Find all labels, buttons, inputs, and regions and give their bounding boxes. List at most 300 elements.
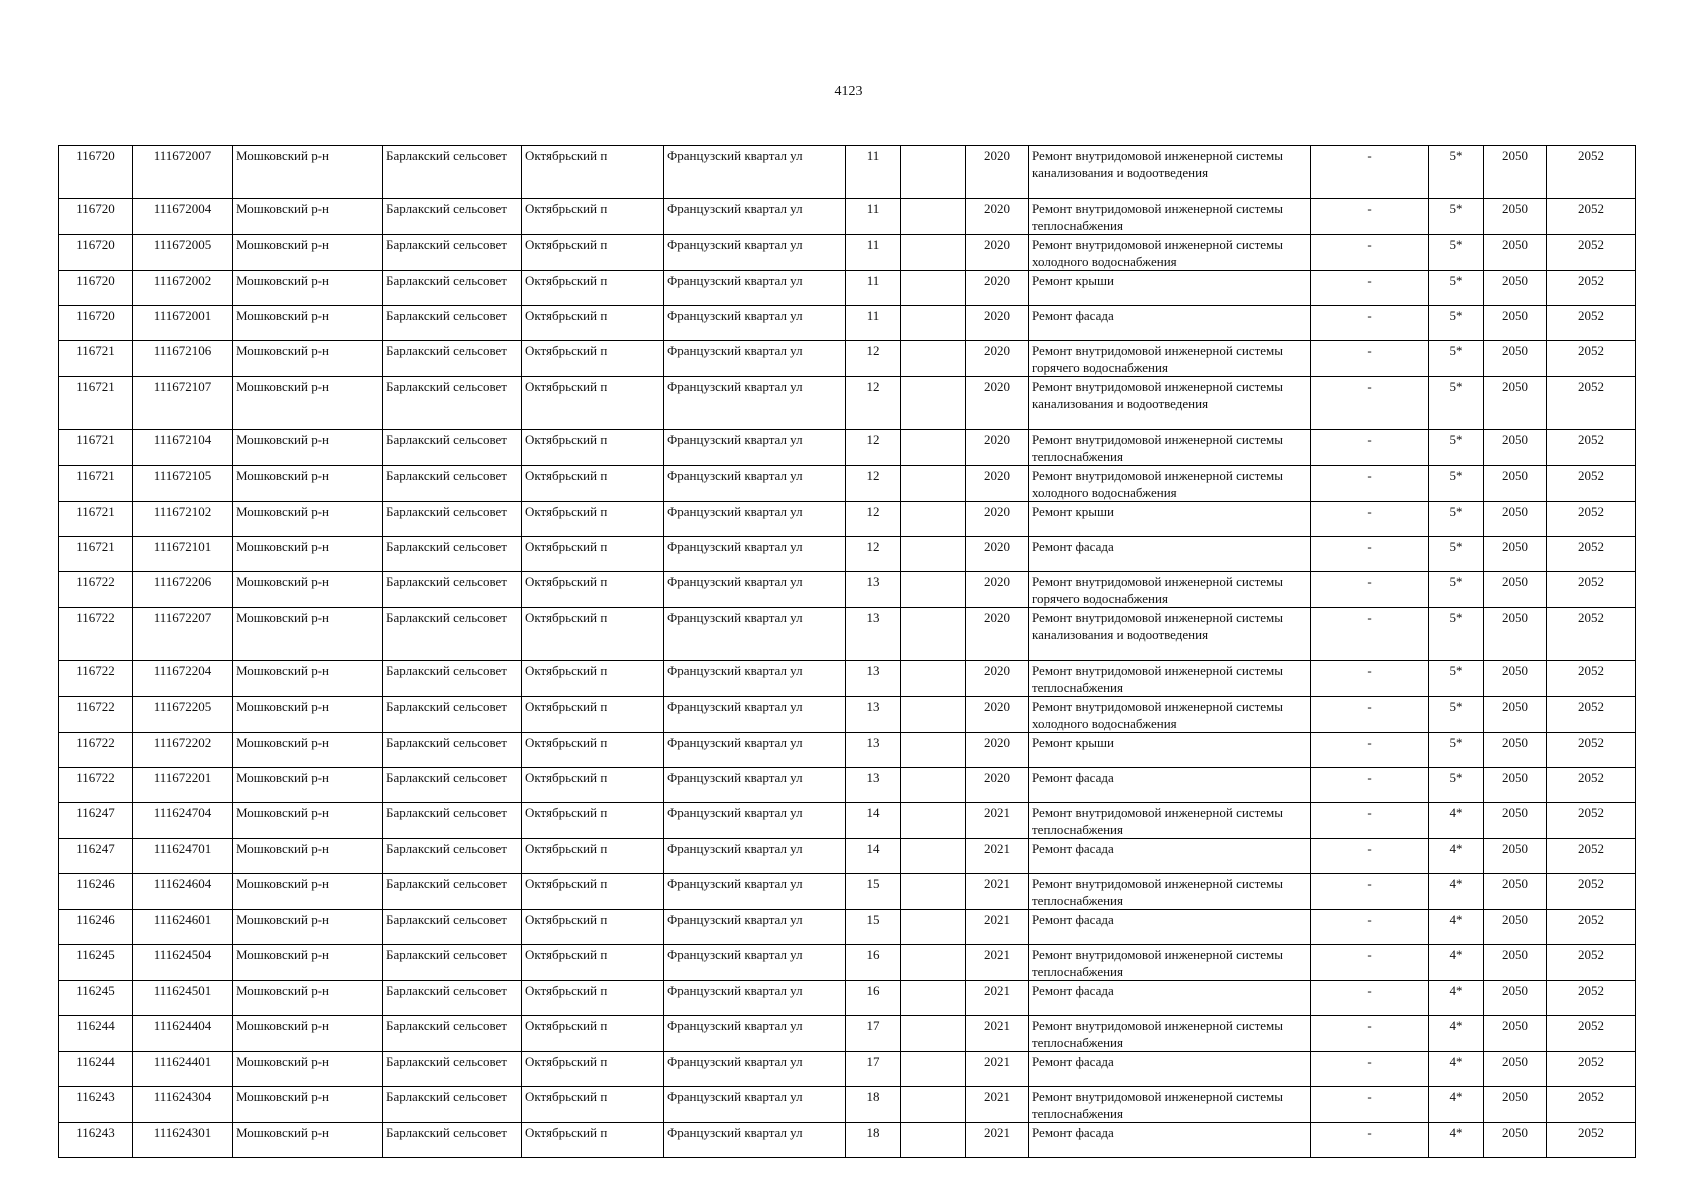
cell-district: Мошковский р-н [233, 235, 383, 271]
table-row [59, 1087, 1636, 1123]
cell-year: 2020 [966, 733, 1029, 768]
cell-year-from: 2050 [1484, 768, 1547, 803]
cell-street: Французский квартал ул [664, 235, 846, 271]
cell-object-code: 111672207 [133, 608, 233, 661]
cell-settlement: Октябрьский п [522, 1123, 664, 1158]
cell-settlement: Октябрьский п [522, 466, 664, 502]
table-row [59, 1052, 1636, 1087]
cell-year-from: 2050 [1484, 608, 1547, 661]
cell-street: Французский квартал ул [664, 981, 846, 1016]
cell-street: Французский квартал ул [664, 146, 846, 199]
cell-mark: 5* [1429, 466, 1484, 502]
cell-year-to: 2052 [1547, 537, 1636, 572]
cell-work-type: Ремонт внутридомовой инженерной системы теплоснабжения [1029, 945, 1311, 981]
cell-district: Мошковский р-н [233, 1016, 383, 1052]
cell-year: 2020 [966, 572, 1029, 608]
cell-dash: - [1311, 733, 1429, 768]
cell-year-to: 2052 [1547, 1016, 1636, 1052]
cell-street: Французский квартал ул [664, 803, 846, 839]
cell-council: Барлакский сельсовет [383, 608, 522, 661]
cell-mark: 4* [1429, 910, 1484, 945]
cell-dash: - [1311, 537, 1429, 572]
cell-object-code: 111672205 [133, 697, 233, 733]
cell-building [901, 466, 966, 502]
cell-street: Французский квартал ул [664, 572, 846, 608]
cell-settlement: Октябрьский п [522, 910, 664, 945]
cell-street: Французский квартал ул [664, 377, 846, 430]
cell-year: 2020 [966, 235, 1029, 271]
cell-house-number: 11 [846, 199, 901, 235]
cell-district: Мошковский р-н [233, 377, 383, 430]
cell-mark: 4* [1429, 1087, 1484, 1123]
cell-year-from: 2050 [1484, 733, 1547, 768]
cell-year-from: 2050 [1484, 466, 1547, 502]
cell-year-to: 2052 [1547, 271, 1636, 306]
cell-house-number: 14 [846, 839, 901, 874]
cell-house-id: 116720 [59, 235, 133, 271]
cell-street: Французский квартал ул [664, 502, 846, 537]
cell-object-code: 111672001 [133, 306, 233, 341]
cell-council: Барлакский сельсовет [383, 733, 522, 768]
cell-building [901, 768, 966, 803]
cell-house-number: 11 [846, 235, 901, 271]
table-row [59, 306, 1636, 341]
cell-work-type: Ремонт внутридомовой инженерной системы теплоснабжения [1029, 1016, 1311, 1052]
cell-mark: 5* [1429, 306, 1484, 341]
cell-mark: 4* [1429, 803, 1484, 839]
cell-house-number: 13 [846, 661, 901, 697]
cell-council: Барлакский сельсовет [383, 661, 522, 697]
cell-building [901, 235, 966, 271]
cell-year: 2021 [966, 1052, 1029, 1087]
cell-year-from: 2050 [1484, 839, 1547, 874]
cell-house-number: 17 [846, 1016, 901, 1052]
cell-mark: 5* [1429, 572, 1484, 608]
cell-object-code: 111624301 [133, 1123, 233, 1158]
cell-council: Барлакский сельсовет [383, 430, 522, 466]
table-row [59, 697, 1636, 733]
cell-council: Барлакский сельсовет [383, 466, 522, 502]
cell-year-to: 2052 [1547, 910, 1636, 945]
cell-dash: - [1311, 1016, 1429, 1052]
cell-house-id: 116720 [59, 306, 133, 341]
cell-year-to: 2052 [1547, 430, 1636, 466]
cell-year: 2021 [966, 839, 1029, 874]
cell-dash: - [1311, 377, 1429, 430]
cell-house-id: 116722 [59, 608, 133, 661]
cell-object-code: 111624704 [133, 803, 233, 839]
cell-work-type: Ремонт крыши [1029, 502, 1311, 537]
cell-house-id: 116721 [59, 341, 133, 377]
cell-settlement: Октябрьский п [522, 502, 664, 537]
cell-district: Мошковский р-н [233, 661, 383, 697]
cell-work-type: Ремонт фасада [1029, 910, 1311, 945]
cell-council: Барлакский сельсовет [383, 945, 522, 981]
table-row [59, 572, 1636, 608]
table-row [59, 199, 1636, 235]
cell-house-number: 12 [846, 502, 901, 537]
cell-house-number: 11 [846, 271, 901, 306]
cell-council: Барлакский сельсовет [383, 199, 522, 235]
cell-district: Мошковский р-н [233, 697, 383, 733]
cell-house-number: 16 [846, 945, 901, 981]
cell-mark: 5* [1429, 377, 1484, 430]
cell-settlement: Октябрьский п [522, 608, 664, 661]
cell-object-code: 111672107 [133, 377, 233, 430]
cell-year-from: 2050 [1484, 235, 1547, 271]
cell-dash: - [1311, 199, 1429, 235]
cell-dash: - [1311, 981, 1429, 1016]
cell-house-id: 116722 [59, 572, 133, 608]
cell-house-id: 116721 [59, 537, 133, 572]
cell-settlement: Октябрьский п [522, 430, 664, 466]
cell-year: 2020 [966, 271, 1029, 306]
cell-building [901, 502, 966, 537]
cell-building [901, 1052, 966, 1087]
cell-street: Французский квартал ул [664, 1052, 846, 1087]
cell-year-from: 2050 [1484, 199, 1547, 235]
cell-mark: 5* [1429, 341, 1484, 377]
cell-house-id: 116247 [59, 803, 133, 839]
cell-house-number: 13 [846, 697, 901, 733]
cell-year-to: 2052 [1547, 608, 1636, 661]
cell-building [901, 874, 966, 910]
cell-work-type: Ремонт внутридомовой инженерной системы теплоснабжения [1029, 874, 1311, 910]
cell-dash: - [1311, 803, 1429, 839]
table-row [59, 661, 1636, 697]
table-row [59, 874, 1636, 910]
cell-council: Барлакский сельсовет [383, 1123, 522, 1158]
table-row [59, 981, 1636, 1016]
cell-house-number: 15 [846, 874, 901, 910]
cell-year-from: 2050 [1484, 271, 1547, 306]
cell-street: Французский квартал ул [664, 910, 846, 945]
cell-building [901, 945, 966, 981]
cell-street: Французский квартал ул [664, 306, 846, 341]
cell-year-to: 2052 [1547, 341, 1636, 377]
cell-district: Мошковский р-н [233, 306, 383, 341]
cell-house-number: 11 [846, 146, 901, 199]
cell-district: Мошковский р-н [233, 945, 383, 981]
cell-work-type: Ремонт фасада [1029, 1052, 1311, 1087]
cell-dash: - [1311, 572, 1429, 608]
cell-year-from: 2050 [1484, 341, 1547, 377]
cell-object-code: 111624601 [133, 910, 233, 945]
cell-year: 2021 [966, 803, 1029, 839]
cell-house-number: 13 [846, 572, 901, 608]
cell-building [901, 697, 966, 733]
cell-object-code: 111672002 [133, 271, 233, 306]
cell-house-number: 15 [846, 910, 901, 945]
cell-council: Барлакский сельсовет [383, 341, 522, 377]
registry-table [58, 145, 1636, 1158]
cell-year-to: 2052 [1547, 945, 1636, 981]
cell-object-code: 111672105 [133, 466, 233, 502]
cell-work-type: Ремонт фасада [1029, 1123, 1311, 1158]
cell-year: 2020 [966, 146, 1029, 199]
cell-year-from: 2050 [1484, 661, 1547, 697]
cell-year-from: 2050 [1484, 537, 1547, 572]
cell-work-type: Ремонт внутридомовой инженерной системы горячего водоснабжения [1029, 572, 1311, 608]
cell-mark: 4* [1429, 981, 1484, 1016]
cell-work-type: Ремонт фасада [1029, 981, 1311, 1016]
cell-house-id: 116244 [59, 1052, 133, 1087]
cell-settlement: Октябрьский п [522, 199, 664, 235]
cell-year: 2020 [966, 341, 1029, 377]
cell-year-from: 2050 [1484, 1087, 1547, 1123]
cell-object-code: 111672106 [133, 341, 233, 377]
cell-settlement: Октябрьский п [522, 768, 664, 803]
cell-work-type: Ремонт внутридомовой инженерной системы холодного водоснабжения [1029, 697, 1311, 733]
cell-year-to: 2052 [1547, 874, 1636, 910]
cell-district: Мошковский р-н [233, 146, 383, 199]
table-row [59, 1016, 1636, 1052]
table-row [59, 271, 1636, 306]
cell-object-code: 111672201 [133, 768, 233, 803]
cell-object-code: 111624401 [133, 1052, 233, 1087]
cell-dash: - [1311, 1087, 1429, 1123]
cell-settlement: Октябрьский п [522, 945, 664, 981]
cell-object-code: 111672202 [133, 733, 233, 768]
cell-district: Мошковский р-н [233, 537, 383, 572]
cell-year-from: 2050 [1484, 803, 1547, 839]
cell-street: Французский квартал ул [664, 874, 846, 910]
cell-mark: 5* [1429, 608, 1484, 661]
cell-settlement: Октябрьский п [522, 661, 664, 697]
cell-house-id: 116246 [59, 910, 133, 945]
cell-district: Мошковский р-н [233, 981, 383, 1016]
cell-district: Мошковский р-н [233, 341, 383, 377]
cell-council: Барлакский сельсовет [383, 910, 522, 945]
cell-council: Барлакский сельсовет [383, 537, 522, 572]
cell-house-id: 116722 [59, 733, 133, 768]
table-row [59, 733, 1636, 768]
cell-dash: - [1311, 1052, 1429, 1087]
cell-district: Мошковский р-н [233, 466, 383, 502]
table-row [59, 945, 1636, 981]
cell-work-type: Ремонт внутридомовой инженерной системы теплоснабжения [1029, 430, 1311, 466]
cell-year: 2021 [966, 874, 1029, 910]
cell-council: Барлакский сельсовет [383, 981, 522, 1016]
page-number: 4123 [834, 84, 863, 99]
cell-building [901, 377, 966, 430]
cell-year-to: 2052 [1547, 502, 1636, 537]
cell-street: Французский квартал ул [664, 697, 846, 733]
cell-year-to: 2052 [1547, 466, 1636, 502]
cell-work-type: Ремонт внутридомовой инженерной системы холодного водоснабжения [1029, 466, 1311, 502]
cell-house-id: 116245 [59, 945, 133, 981]
table-row [59, 910, 1636, 945]
cell-year-to: 2052 [1547, 572, 1636, 608]
cell-settlement: Октябрьский п [522, 377, 664, 430]
cell-year-to: 2052 [1547, 1052, 1636, 1087]
cell-settlement: Октябрьский п [522, 981, 664, 1016]
cell-house-number: 13 [846, 768, 901, 803]
cell-house-id: 116246 [59, 874, 133, 910]
cell-object-code: 111672204 [133, 661, 233, 697]
cell-year: 2021 [966, 910, 1029, 945]
cell-mark: 5* [1429, 537, 1484, 572]
cell-year-to: 2052 [1547, 1123, 1636, 1158]
cell-year-from: 2050 [1484, 430, 1547, 466]
cell-year-to: 2052 [1547, 661, 1636, 697]
cell-council: Барлакский сельсовет [383, 839, 522, 874]
cell-dash: - [1311, 661, 1429, 697]
cell-work-type: Ремонт крыши [1029, 733, 1311, 768]
cell-street: Французский квартал ул [664, 768, 846, 803]
cell-work-type: Ремонт внутридомовой инженерной системы канализования и водоотведения [1029, 608, 1311, 661]
cell-year: 2020 [966, 608, 1029, 661]
cell-year-to: 2052 [1547, 803, 1636, 839]
cell-year-from: 2050 [1484, 502, 1547, 537]
cell-house-id: 116245 [59, 981, 133, 1016]
cell-year-to: 2052 [1547, 768, 1636, 803]
cell-street: Французский квартал ул [664, 661, 846, 697]
cell-house-number: 18 [846, 1087, 901, 1123]
cell-year: 2021 [966, 981, 1029, 1016]
cell-building [901, 803, 966, 839]
cell-year-to: 2052 [1547, 146, 1636, 199]
cell-year-from: 2050 [1484, 146, 1547, 199]
cell-work-type: Ремонт фасада [1029, 537, 1311, 572]
cell-council: Барлакский сельсовет [383, 572, 522, 608]
cell-council: Барлакский сельсовет [383, 306, 522, 341]
cell-dash: - [1311, 146, 1429, 199]
cell-district: Мошковский р-н [233, 1087, 383, 1123]
cell-year: 2021 [966, 1123, 1029, 1158]
cell-dash: - [1311, 271, 1429, 306]
cell-mark: 5* [1429, 199, 1484, 235]
cell-council: Барлакский сельсовет [383, 377, 522, 430]
cell-building [901, 608, 966, 661]
cell-year-to: 2052 [1547, 235, 1636, 271]
cell-council: Барлакский сельсовет [383, 1016, 522, 1052]
cell-year-to: 2052 [1547, 199, 1636, 235]
cell-street: Французский квартал ул [664, 733, 846, 768]
table-row [59, 608, 1636, 661]
cell-council: Барлакский сельсовет [383, 146, 522, 199]
table-row [59, 1123, 1636, 1158]
cell-object-code: 111672104 [133, 430, 233, 466]
cell-house-number: 13 [846, 733, 901, 768]
cell-dash: - [1311, 466, 1429, 502]
table-row [59, 430, 1636, 466]
cell-object-code: 111624604 [133, 874, 233, 910]
cell-object-code: 111672004 [133, 199, 233, 235]
cell-dash: - [1311, 768, 1429, 803]
cell-settlement: Октябрьский п [522, 803, 664, 839]
cell-work-type: Ремонт внутридомовой инженерной системы холодного водоснабжения [1029, 235, 1311, 271]
cell-council: Барлакский сельсовет [383, 1052, 522, 1087]
table-row [59, 377, 1636, 430]
cell-house-id: 116721 [59, 502, 133, 537]
cell-dash: - [1311, 235, 1429, 271]
cell-mark: 5* [1429, 235, 1484, 271]
table-row [59, 839, 1636, 874]
cell-district: Мошковский р-н [233, 608, 383, 661]
cell-year-from: 2050 [1484, 1123, 1547, 1158]
cell-building [901, 199, 966, 235]
cell-street: Французский квартал ул [664, 839, 846, 874]
cell-street: Французский квартал ул [664, 1123, 846, 1158]
cell-district: Мошковский р-н [233, 572, 383, 608]
cell-district: Мошковский р-н [233, 502, 383, 537]
cell-house-id: 116243 [59, 1123, 133, 1158]
cell-house-id: 116721 [59, 430, 133, 466]
cell-district: Мошковский р-н [233, 271, 383, 306]
cell-year-from: 2050 [1484, 377, 1547, 430]
cell-building [901, 572, 966, 608]
table-row [59, 537, 1636, 572]
cell-council: Барлакский сельсовет [383, 235, 522, 271]
cell-year: 2020 [966, 306, 1029, 341]
cell-dash: - [1311, 697, 1429, 733]
cell-year-to: 2052 [1547, 839, 1636, 874]
cell-council: Барлакский сельсовет [383, 1087, 522, 1123]
cell-year: 2021 [966, 1016, 1029, 1052]
cell-mark: 5* [1429, 502, 1484, 537]
cell-street: Французский квартал ул [664, 271, 846, 306]
cell-settlement: Октябрьский п [522, 839, 664, 874]
table-row [59, 235, 1636, 271]
cell-year-to: 2052 [1547, 697, 1636, 733]
cell-object-code: 111672101 [133, 537, 233, 572]
cell-street: Французский квартал ул [664, 608, 846, 661]
cell-work-type: Ремонт внутридомовой инженерной системы теплоснабжения [1029, 661, 1311, 697]
cell-house-id: 116721 [59, 466, 133, 502]
cell-building [901, 733, 966, 768]
cell-building [901, 537, 966, 572]
table-row [59, 502, 1636, 537]
cell-settlement: Октябрьский п [522, 733, 664, 768]
cell-work-type: Ремонт крыши [1029, 271, 1311, 306]
cell-object-code: 111672007 [133, 146, 233, 199]
cell-house-id: 116244 [59, 1016, 133, 1052]
cell-house-id: 116720 [59, 271, 133, 306]
cell-district: Мошковский р-н [233, 1052, 383, 1087]
cell-building [901, 271, 966, 306]
cell-work-type: Ремонт внутридомовой инженерной системы теплоснабжения [1029, 803, 1311, 839]
cell-building [901, 1087, 966, 1123]
cell-building [901, 341, 966, 377]
cell-house-id: 116720 [59, 146, 133, 199]
cell-work-type: Ремонт внутридомовой инженерной системы горячего водоснабжения [1029, 341, 1311, 377]
cell-object-code: 111672102 [133, 502, 233, 537]
cell-settlement: Октябрьский п [522, 697, 664, 733]
cell-house-number: 12 [846, 430, 901, 466]
cell-year-to: 2052 [1547, 306, 1636, 341]
table-body [59, 146, 1636, 1158]
cell-mark: 5* [1429, 271, 1484, 306]
cell-street: Французский квартал ул [664, 945, 846, 981]
cell-settlement: Октябрьский п [522, 306, 664, 341]
cell-object-code: 111624504 [133, 945, 233, 981]
cell-mark: 4* [1429, 1123, 1484, 1158]
cell-year: 2020 [966, 537, 1029, 572]
cell-year-to: 2052 [1547, 733, 1636, 768]
cell-work-type: Ремонт внутридомовой инженерной системы теплоснабжения [1029, 1087, 1311, 1123]
cell-year-to: 2052 [1547, 1087, 1636, 1123]
cell-building [901, 839, 966, 874]
cell-council: Барлакский сельсовет [383, 697, 522, 733]
cell-house-number: 14 [846, 803, 901, 839]
cell-year: 2020 [966, 430, 1029, 466]
cell-council: Барлакский сельсовет [383, 271, 522, 306]
cell-year-from: 2050 [1484, 1016, 1547, 1052]
cell-building [901, 306, 966, 341]
cell-work-type: Ремонт внутридомовой инженерной системы канализования и водоотведения [1029, 146, 1311, 199]
cell-year-from: 2050 [1484, 572, 1547, 608]
